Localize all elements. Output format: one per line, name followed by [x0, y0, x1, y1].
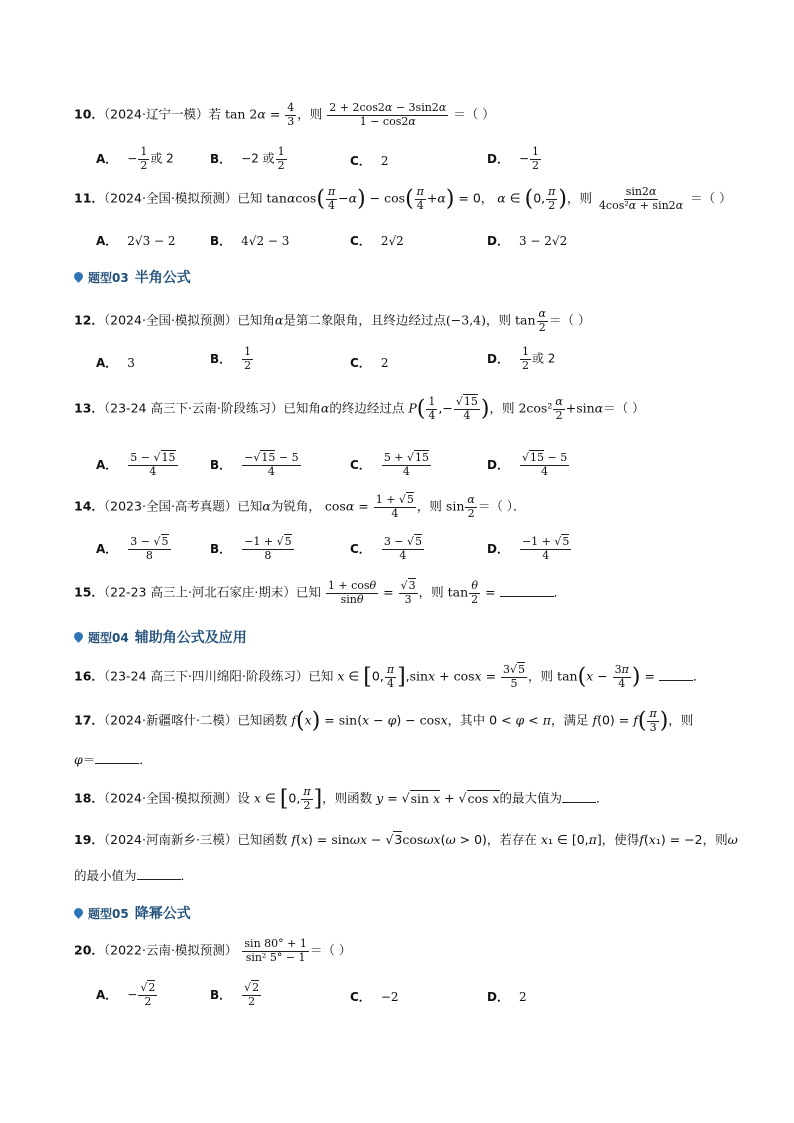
question-17: 17．（2024·新疆喀什·二模）已知函数 f(x) = sin(x − φ) − cosx，其中 0 < φ < π，满足 f(0) = f( $\frac{\pi}{3}$ )，则 [74, 707, 694, 734]
question-17-line-2: φ＝ ． [74, 752, 152, 767]
location-pin-icon [72, 270, 85, 283]
q10-option-c[interactable]: C． 2 [350, 154, 389, 168]
q14-option-b[interactable]: B． $\frac{-1 + √5}{8}$ [210, 535, 292, 562]
section-heading-03: 题型03 半角公式 [74, 267, 191, 287]
location-pin-icon [72, 906, 85, 919]
q20-option-c[interactable]: C． −2 [350, 990, 399, 1004]
q14-option-a[interactable]: A． $\frac{3 - √5}{8}$ [96, 535, 169, 562]
question-19: 19．（2024·河南新乡·三模）已知函数 f(x) = sinωx − √3cosωx(ω > 0)，若存在 x₁ ∈ [0,π]，使得f(x₁) = −2，则ω [74, 832, 738, 847]
q10-option-d[interactable]: D． − $\frac{1}{2}$ [487, 145, 540, 172]
location-pin-icon [72, 630, 85, 643]
answer-blank[interactable] [137, 867, 181, 880]
question-10: 10．（2024·辽宁一模）若 tan 2α = $\frac{4}{3}$ ，则 $\frac{2 + 2\cos 2\alpha - 3\sin 2\alpha}{1 - \cos 2\alpha}$ ＝（ ） [74, 101, 495, 128]
answer-blank[interactable] [95, 751, 139, 764]
answer-blank[interactable] [500, 584, 554, 597]
q20-option-d[interactable]: D． 2 [487, 990, 527, 1004]
section-heading-04: 题型04 辅助角公式及应用 [74, 627, 247, 647]
q13-option-d[interactable]: D． $\frac{√15 - 5}{4}$ [487, 451, 568, 478]
q20-option-a[interactable]: A． − $\frac{√2}{2}$ [96, 981, 156, 1008]
question-11: 11．（2024·全国·模拟预测）已知 tanαcos( $\frac{\pi}{4}$ −α) − cos( $\frac{\pi}{4}$ +α) = 0， α ∈ (0, $\frac{\pi}{2}$ )，则 $\frac{\sin 2\alpha}{\text{4cos²α + sin2α}}$ ＝（ ） [74, 185, 732, 212]
answer-blank[interactable] [562, 790, 596, 803]
q12-option-b[interactable]: B． $\frac{1}{2}$ [210, 345, 252, 372]
q11-option-b[interactable]: B． 4√2 − 3 [210, 234, 290, 248]
q10-option-a[interactable]: A． − $\frac{1}{2}$ 或 2 [96, 145, 174, 172]
q11-option-d[interactable]: D． 3 − 2√2 [487, 234, 568, 248]
q20-option-b[interactable]: B． $\frac{√2}{2}$ [210, 981, 260, 1008]
question-19-line-2: 的最小值为 ． [74, 868, 194, 883]
q14-option-d[interactable]: D． $\frac{-1 + √5}{4}$ [487, 535, 570, 562]
q13-option-c[interactable]: C． $\frac{5 + √15}{4}$ [350, 451, 430, 478]
q12-option-d[interactable]: D． $\frac{1}{2}$ 或 2 [487, 345, 556, 372]
q10-option-b[interactable]: B． −2 或 $\frac{1}{2}$ [210, 145, 285, 172]
q12-option-c[interactable]: C． 2 [350, 356, 389, 370]
q13-option-a[interactable]: A． $\frac{5 - √15}{4}$ [96, 451, 176, 478]
answer-blank[interactable] [659, 668, 693, 681]
question-18: 18．（2024·全国·模拟预测）设 x ∈ [0, $\frac{\pi}{2}$ ]，则函数 y = √sin x + √cos x的最大值为 ． [74, 785, 609, 812]
question-16: 16．（23-24 高三下·四川绵阳·阶段练习）已知 x ∈ [0, $\frac{\pi}{4}$ ],sinx + cosx = $\frac{3√5}{5}$ ，则 tan(x − $\frac{3\pi}{4}$ ) = ． [74, 663, 706, 690]
question-14: 14．（2023·全国·高考真题）已知α为锐角， cosα = $\frac{1 + √5}{4}$ ，则 sin $\frac{\alpha}{2}$ ＝（ ）． [74, 493, 526, 520]
q11-option-a[interactable]: A． 2√3 − 2 [96, 234, 176, 248]
q12-option-a[interactable]: A． 3 [96, 356, 135, 370]
question-12: 12．（2024·全国·模拟预测）已知角α是第二象限角，且终边经过点(−3,4)，则 tan $\frac{\alpha}{2}$ ＝（ ） [74, 307, 591, 334]
question-15: 15．（22-23 高三上·河北石家庄·期末）已知 $\frac{1 + \cos\theta}{\sin\theta}$ = $\frac{√3}{3}$ ，则 tan $\frac{\theta}{2}$ = ． [74, 579, 567, 606]
q13-option-b[interactable]: B． $\frac{-√15 - 5}{4}$ [210, 451, 299, 478]
q14-option-c[interactable]: C． $\frac{3 - √5}{4}$ [350, 535, 423, 562]
question-13: 13．（23-24 高三下·云南·阶段练习）已知角α的终边经过点 P( $\frac{1}{4}$ ,− $\frac{√15}{4}$ )，则 2cos² $\frac{\alpha}{2}$ +sinα＝（ ） [74, 395, 645, 422]
section-heading-05: 题型05 降幂公式 [74, 903, 191, 923]
question-20: 20．（2022·云南·模拟预测） $\frac{\sin 80^\circ + 1}{\text{sin² 5° − 1}}$ ＝（ ） [74, 937, 352, 964]
q11-option-c[interactable]: C． 2√2 [350, 234, 404, 248]
